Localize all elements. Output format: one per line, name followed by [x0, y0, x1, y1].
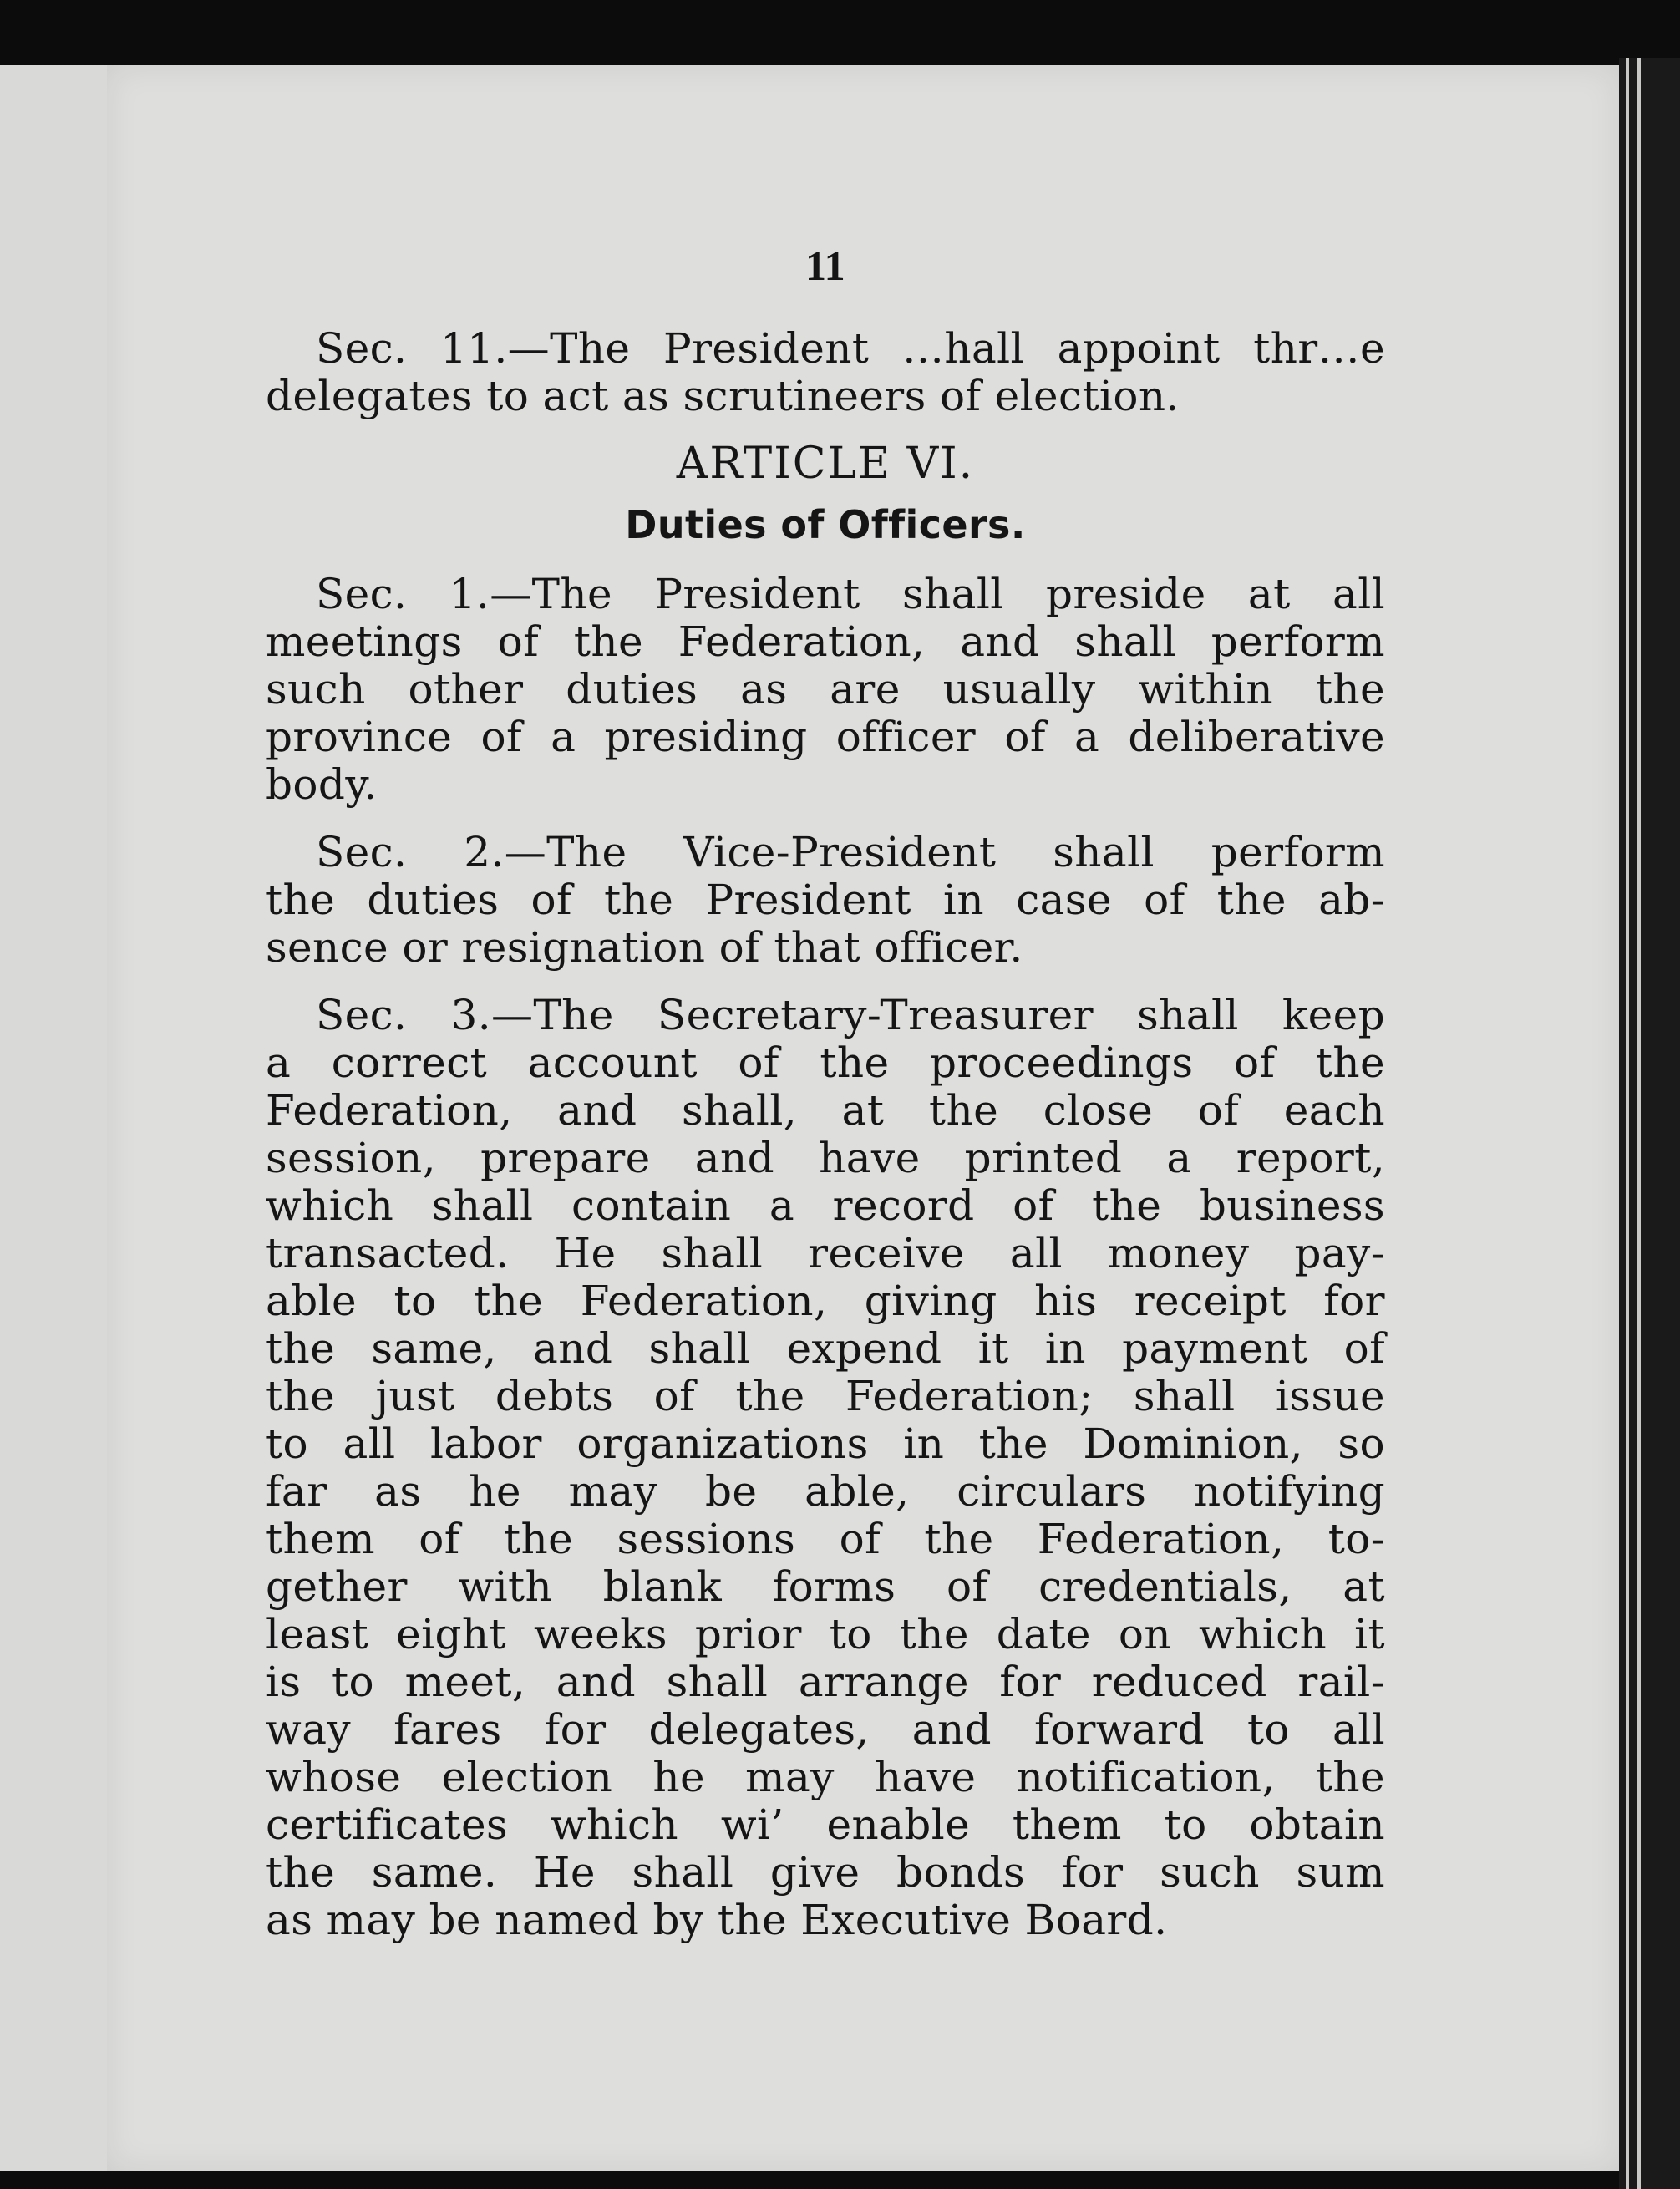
text-line: far as he may be able, circulars notifying [266, 1467, 1385, 1516]
text-line: sence or resignation of that officer. [266, 923, 1023, 972]
page-edge-line [1637, 58, 1641, 2189]
text-line: Sec. 3.—The Secretary-Treasurer shall keep [316, 991, 1385, 1039]
section-2-paragraph [266, 829, 1385, 972]
text-line: least eight weeks prior to the date on which it [266, 1610, 1385, 1658]
text-line: delegates to act as scrutineers of election. [266, 372, 1180, 420]
text-line: certificates which wi’ enable them to obtain [266, 1800, 1385, 1849]
text-line: such other duties as are usually within the [266, 665, 1385, 714]
page-text-block [266, 242, 1385, 1964]
left-page-edge [0, 65, 110, 2171]
text-line: the duties of the President in case of the ab- [266, 876, 1385, 924]
section-11-paragraph [266, 325, 1385, 420]
text-line: Federation, and shall, at the close of each [266, 1086, 1385, 1135]
section-1-paragraph [266, 571, 1385, 809]
page-number: 11 [804, 242, 846, 289]
text-line: them of the sessions of the Federation, to- [266, 1515, 1385, 1563]
text-line: the same, and shall expend it in payment of [266, 1324, 1385, 1373]
article-subheading: Duties of Officers. [625, 502, 1026, 547]
text-line: way fares for delegates, and forward to all [266, 1705, 1385, 1754]
text-line: Sec. 2.—The Vice-President shall perform [316, 828, 1385, 876]
section-3-paragraph [266, 992, 1385, 1944]
text-line: as may be named by the Executive Board. [266, 1896, 1168, 1944]
text-line: is to meet, and shall arrange for reduced rail- [266, 1658, 1385, 1706]
article-heading: ARTICLE VI. [676, 439, 975, 489]
text-line: gether with blank forms of credentials, at [266, 1562, 1385, 1611]
text-line: meetings of the Federation, and shall perform [266, 617, 1385, 666]
text-line: which shall contain a record of the business [266, 1181, 1385, 1230]
text-line: province of a presiding officer of a deliberative [266, 713, 1385, 761]
text-line: body. [266, 760, 378, 809]
text-line: Sec. 1.—The President shall preside at all [316, 570, 1385, 618]
text-line: to all labor organizations in the Dominion, so [266, 1420, 1385, 1468]
text-line: able to the Federation, giving his receipt for [266, 1277, 1385, 1325]
text-line: the same. He shall give bonds for such sum [266, 1848, 1385, 1897]
text-line: session, prepare and have printed a report, [266, 1134, 1385, 1182]
right-page-stack [1619, 58, 1680, 2189]
text-line: Sec. 11.—The President …hall appoint thr…e [316, 324, 1385, 373]
text-line: whose election he may have notification, the [266, 1753, 1385, 1801]
text-line: a correct account of the proceedings of the [266, 1039, 1385, 1087]
text-line: the just debts of the Federation; shall issue [266, 1372, 1385, 1420]
page-edge-line [1626, 58, 1629, 2189]
text-line: transacted. He shall receive all money pay- [266, 1229, 1385, 1277]
